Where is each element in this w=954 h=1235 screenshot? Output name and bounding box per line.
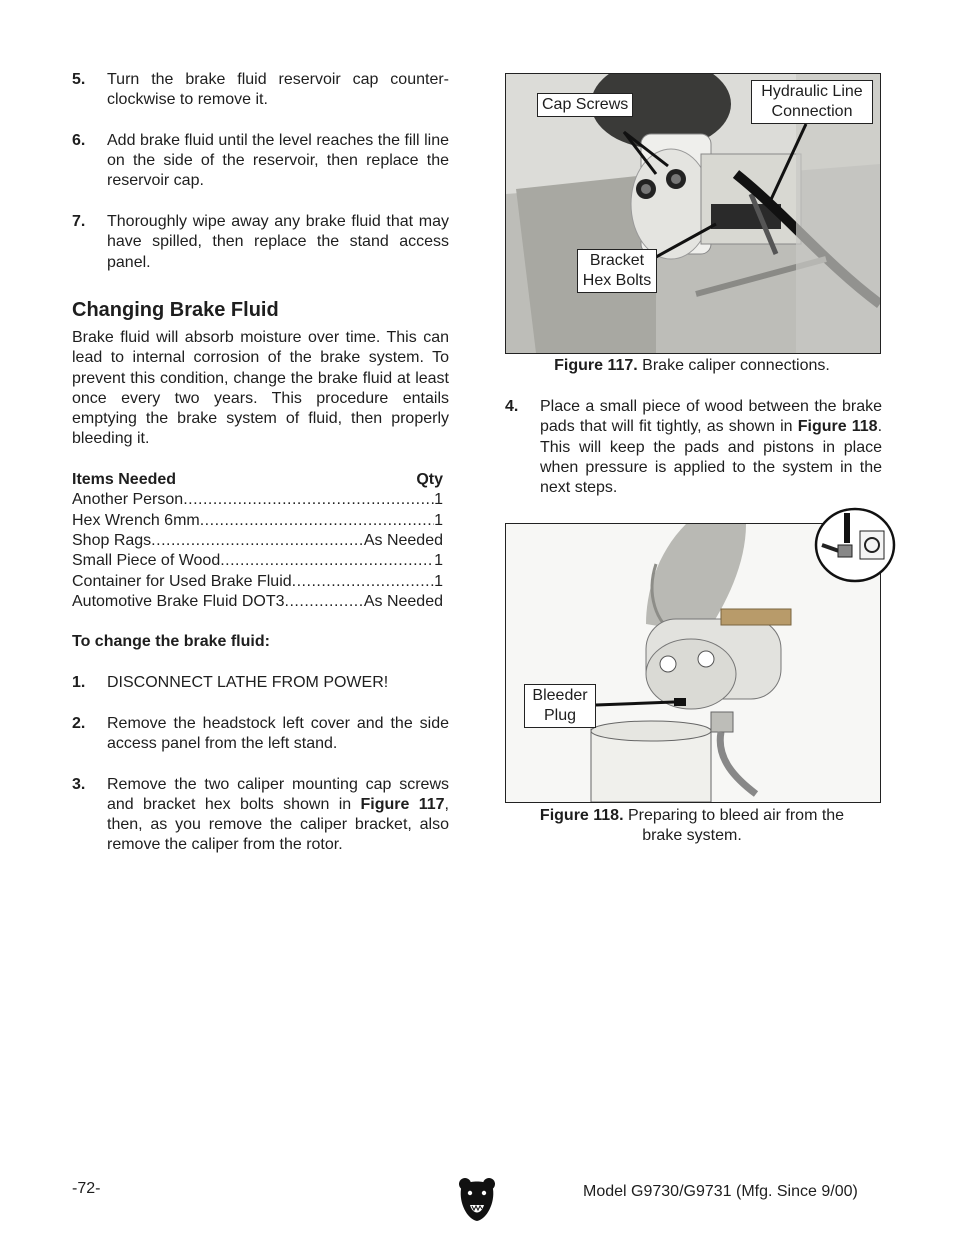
- step-text: [107, 775, 449, 856]
- left-column: [72, 70, 449, 876]
- figure-117-caption: [505, 356, 879, 376]
- procedure-subheading: To change the brake fluid:: [72, 633, 270, 651]
- item-qty: 1: [434, 511, 443, 529]
- figure-reference: Figure 117: [360, 795, 445, 813]
- caption-text: Brake caliper connections.: [637, 357, 830, 374]
- item-name: Hex Wrench 6mm: [72, 511, 200, 529]
- step-3: [72, 775, 449, 856]
- step-text-part: , then, as you remove the caliper bracket, also remove the caliper from the rotor.: [107, 795, 449, 854]
- item-qty: 1: [434, 552, 443, 570]
- step-number: 3.: [72, 775, 86, 793]
- step-number: 7.: [72, 213, 86, 231]
- list-item: [72, 511, 443, 531]
- callout-hydraulic-line-connection: Hydraulic Line Connection: [751, 80, 873, 124]
- item-name: Shop Rags: [72, 531, 152, 549]
- list-item: [72, 551, 443, 571]
- disconnect-power-warning-icon: [814, 507, 896, 583]
- list-item: [72, 490, 443, 510]
- step-text: [540, 397, 882, 498]
- section-heading: Changing Brake Fluid: [72, 298, 279, 321]
- step-text-part: Remove the two caliper mounting cap screws and bracket hex bolts shown in: [107, 775, 449, 813]
- caption-text: Preparing to bleed air from the: [623, 807, 845, 824]
- item-name: Automotive Brake Fluid DOT3: [72, 592, 285, 610]
- caption-line-1: [505, 806, 879, 826]
- step-number: 6.: [72, 131, 86, 149]
- item-qty: As Needed: [363, 531, 443, 549]
- step-5: [72, 70, 449, 111]
- step-6: [72, 131, 449, 192]
- intro-paragraph: Brake fluid will absorb moisture over time. This can lead to internal corrosion of the brake system. To prevent this condition, change the brake fluid at least once every two years. This procedure entails emptying the brake system of fluid, then properly bleeding it.: [72, 328, 449, 448]
- step-number: 5.: [72, 71, 86, 88]
- step-text: DISCONNECT LATHE FROM POWER!: [107, 674, 389, 692]
- list-item: [72, 572, 443, 592]
- caption-label: Figure 118.: [539, 807, 624, 824]
- caption-label: Figure 117.: [554, 357, 638, 374]
- figure-reference: Figure 118: [797, 418, 878, 436]
- items-header-label: Items Needed: [72, 471, 177, 489]
- item-qty: 1: [434, 491, 443, 509]
- step-7: [72, 212, 449, 273]
- step-text: Remove the headstock left cover and the side access panel from the left stand.: [107, 714, 449, 752]
- step-text: Add brake fluid until the level reaches the fill line on the side of the reservoir, then replace the reservoir cap.: [107, 131, 449, 190]
- step-text-part: Place a small piece of wood between the brake pads that will fit tightly, as shown in: [540, 398, 882, 436]
- step-number: 4.: [505, 398, 519, 415]
- step-number: 1.: [72, 674, 86, 692]
- item-name: Small Piece of Wood: [72, 552, 221, 570]
- model-info: Model G9730/G9731 (Mfg. Since 9/00): [583, 1183, 858, 1200]
- step-number: 2.: [72, 714, 86, 732]
- callout-bracket-hex-bolts: Bracket Hex Bolts: [577, 249, 657, 293]
- step-text-part: . This will keep the pads and pistons in place when pressure is applied to the system in the next steps.: [540, 418, 883, 497]
- step-text: Thoroughly wipe away any brake fluid that may have spilled, then replace the stand access panel.: [107, 213, 449, 271]
- figure-118-caption: [505, 806, 879, 847]
- right-column: [505, 397, 882, 519]
- item-qty: 1: [434, 572, 443, 590]
- figure-117-photo: [505, 73, 881, 354]
- callout-cap-screws: Cap Screws: [537, 93, 633, 117]
- items-header-qty: Qty: [416, 471, 443, 489]
- step-1: [72, 673, 449, 693]
- step-text: Turn the brake fluid reservoir cap counter-clockwise to remove it.: [107, 71, 449, 109]
- page-number: -72-: [72, 1180, 101, 1197]
- step-4: [505, 397, 882, 498]
- list-item: [72, 592, 443, 612]
- caption-line-2: brake system.: [642, 827, 742, 845]
- item-qty: As Needed: [363, 592, 443, 610]
- item-name: Another Person: [72, 491, 184, 509]
- list-item: [72, 531, 443, 551]
- callout-bleeder-plug: Bleeder Plug: [524, 684, 596, 728]
- items-header: [72, 470, 443, 490]
- step-2: [72, 714, 449, 755]
- item-name: Container for Used Brake Fluid: [72, 572, 292, 590]
- bear-logo-icon: [457, 1175, 497, 1223]
